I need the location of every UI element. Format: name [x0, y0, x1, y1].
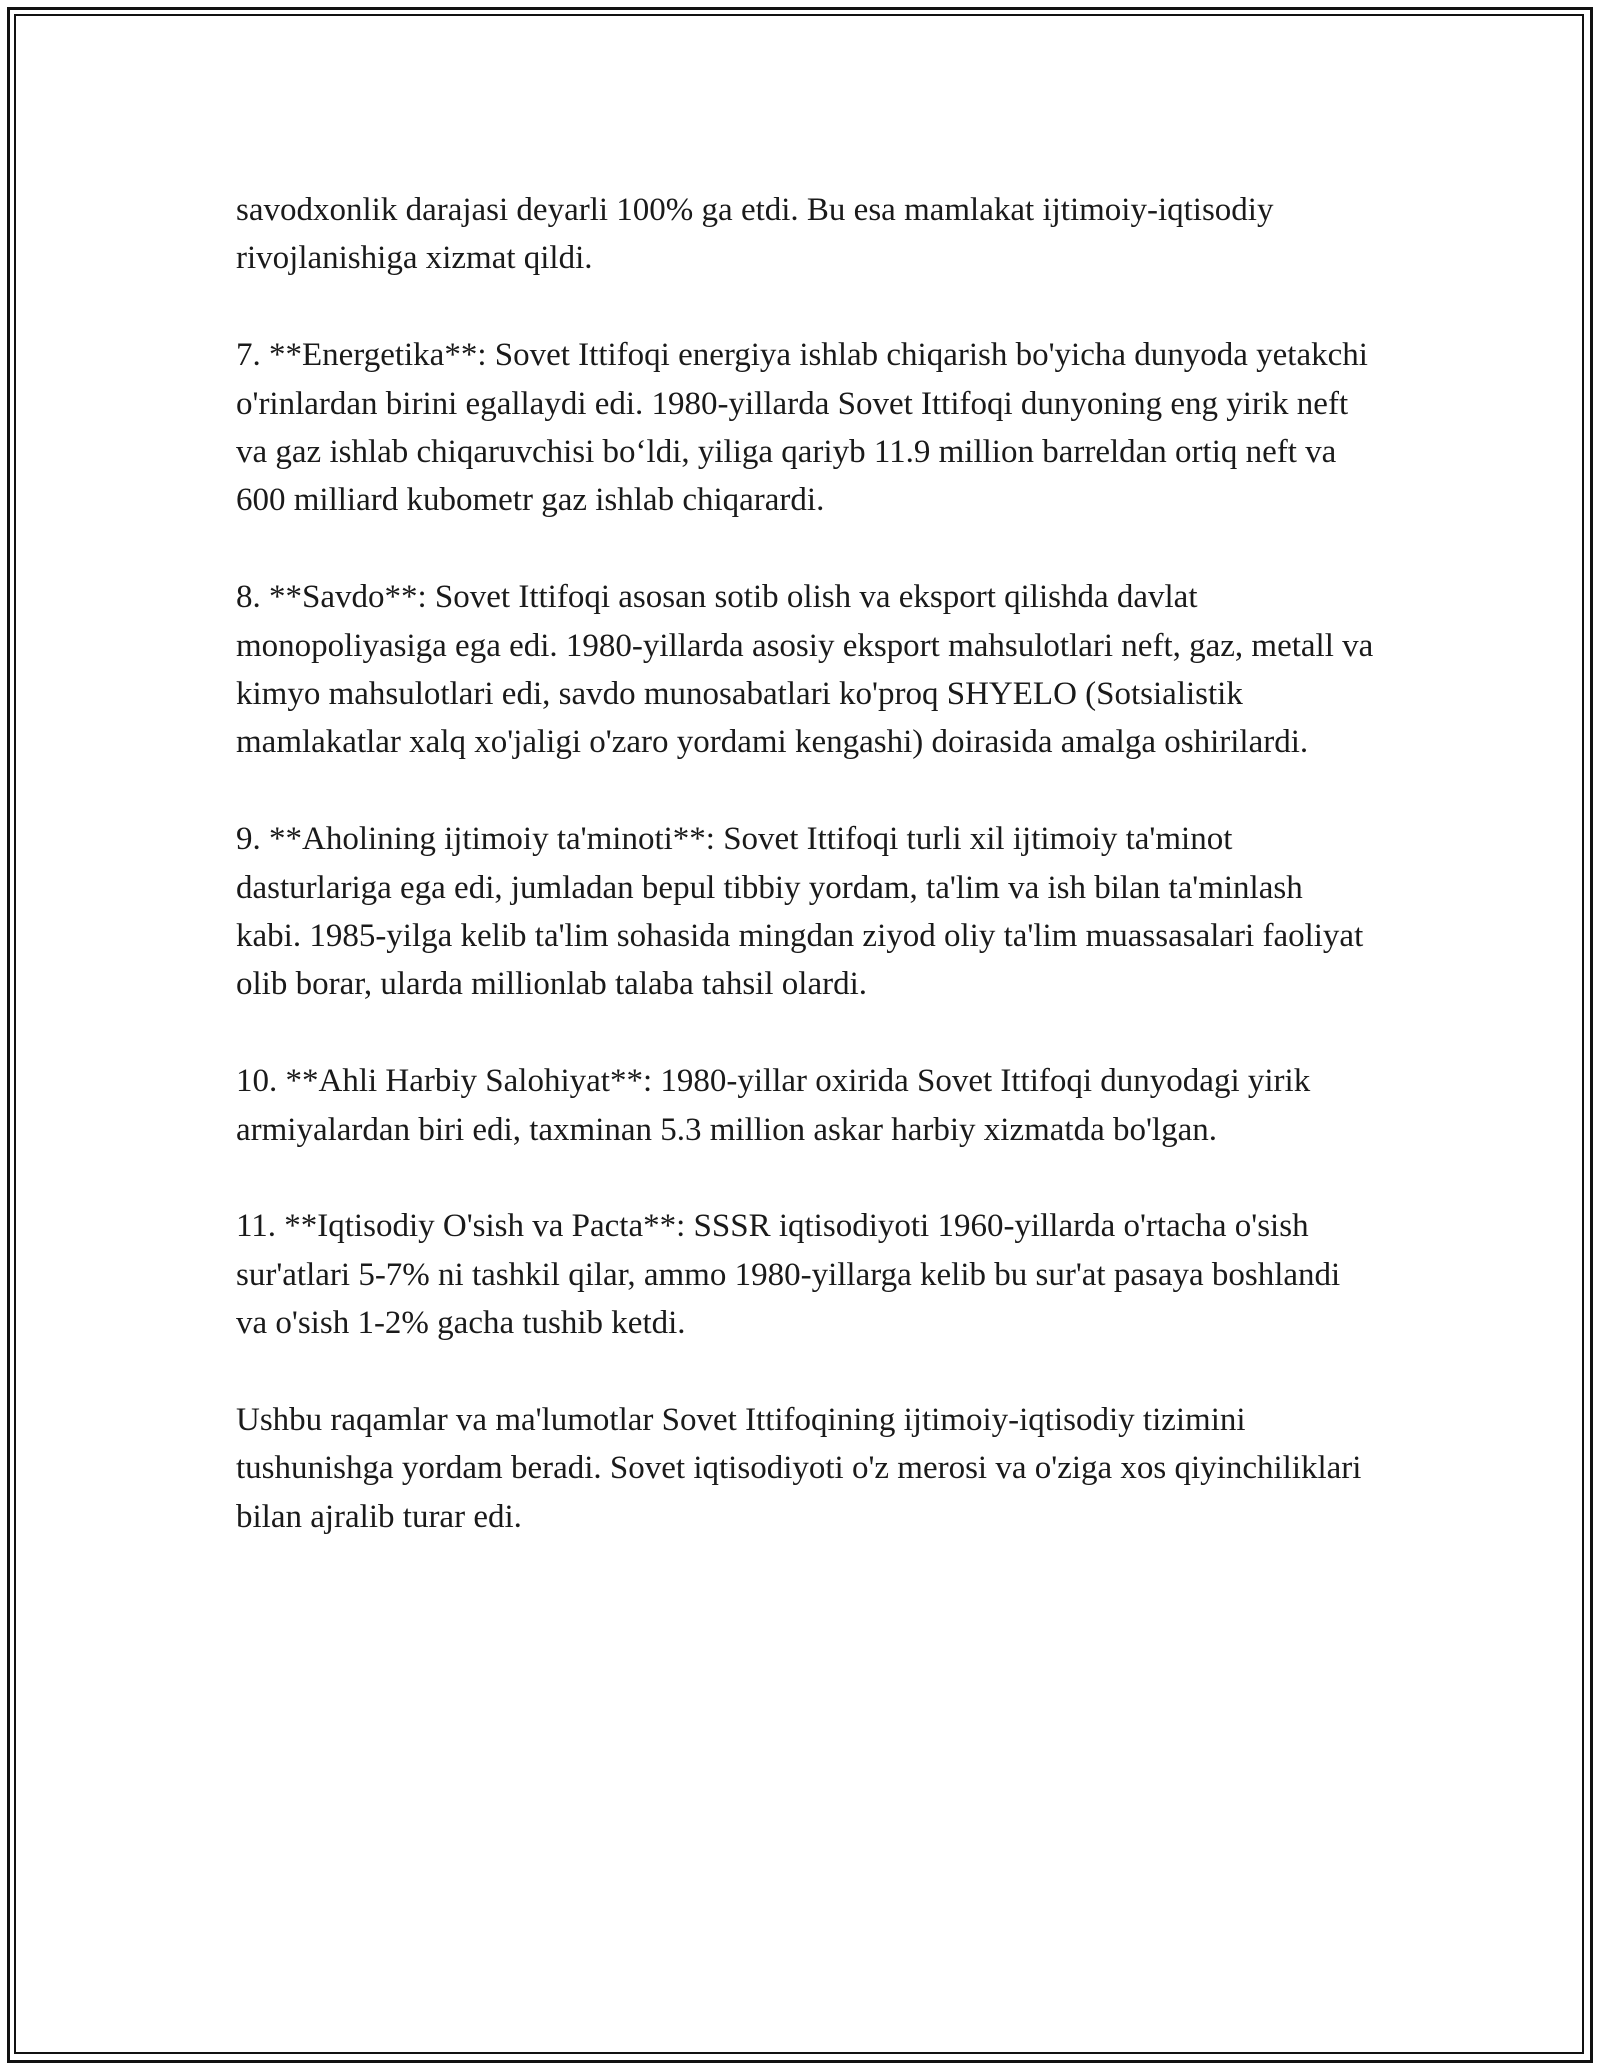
- paragraph-conclusion: Ushbu raqamlar va ma'lumotlar Sovet Ittifoqining ijtimoiy-iqtisodiy tizimini tushunishga yordam beradi. Sovet iqtisodiyoti o'z merosi va o'ziga xos qiyinchiliklari bilan ajralib turar edi.: [236, 1402, 1362, 1535]
- paragraph-energetika: 7. **Energetika**: Sovet Ittifoqi energiya ishlab chiqarish bo'yicha dunyoda yetakchi o'rinlardan birini egallaydi edi. 1980-yillarda Sovet Ittifoqi dunyoning eng yirik neft va gaz ishlab chiqaruvchisi bo‘ldi, yiliga qariyb 11.9 million barreldan ortiq neft va 600 milliard kubometr gaz ishlab chiqarardi.: [236, 337, 1368, 519]
- paragraph-iqtisodiy-osish: 11. **Iqtisodiy O'sish va Pacta**: SSSR iqtisodiyoti 1960-yillarda o'rtacha o'sish sur'atlari 5-7% ni tashkil qilar, ammo 1980-yillarga kelib bu sur'at pasaya boshlandi va o'sish 1-2% gacha tushib ketdi.: [236, 1208, 1341, 1342]
- paragraph-ijtimoiy-taminot: 9. **Aholining ijtimoiy ta'minoti**: Sovet Ittifoqi turli xil ijtimoiy ta'minot dasturlariga ega edi, jumladan bepul tibbiy yordam, ta'lim va ish bilan ta'minlash kabi. 1985-yilga kelib ta'lim sohasida mingdan ziyod oliy ta'lim muassasalari faoliyat olib borar, ularda millionlab talaba tahsil olardi.: [236, 821, 1364, 1003]
- paragraph-savdo: 8. **Savdo**: Sovet Ittifoqi asosan sotib olish va eksport qilishda davlat monopoliyasiga ega edi. 1980-yillarda asosiy eksport mahsulotlari neft, gaz, metall va kimyo mahsulotlari edi, savdo munosabatlari ko'proq SHYELO (Sotsialistik mamlakatlar xalq xo'jaligi o'zaro yordami kengashi) doirasida amalga oshirilardi.: [236, 579, 1374, 761]
- document-body: [236, 186, 1376, 1541]
- paragraph-harbiy-salohiyat: 10. **Ahli Harbiy Salohiyat**: 1980-yillar oxirida Sovet Ittifoqi dunyodagi yirik armiyalardan biri edi, taxminan 5.3 million askar harbiy xizmatda bo'lgan.: [236, 1063, 1311, 1148]
- paragraph-literacy-continuation: savodxonlik darajasi deyarli 100% ga etdi. Bu esa mamlakat ijtimoiy-iqtisodiy rivojlanishiga xizmat qildi.: [236, 192, 1274, 277]
